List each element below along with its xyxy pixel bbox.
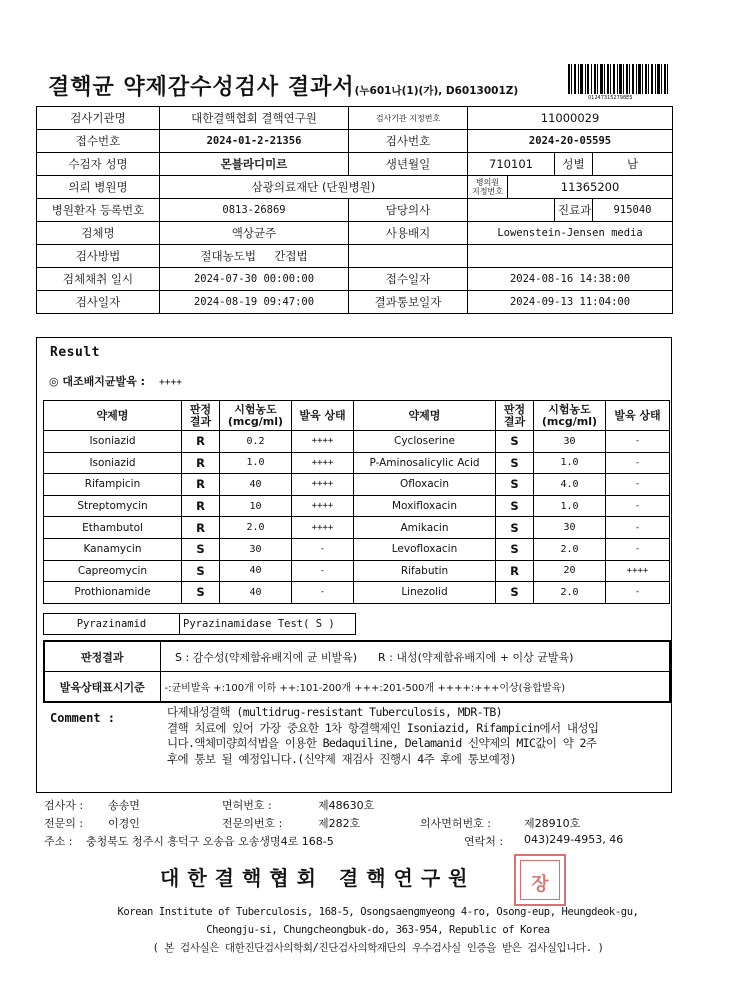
drug-concentration: 10 (220, 495, 292, 517)
label-test-date: 검사일자 (37, 291, 160, 314)
comment-line: 후에 통보 될 예정입니다.(신약제 재검사 진행시 4주 후에 통보예정) (167, 751, 517, 766)
drug-growth: - (292, 538, 354, 560)
specialist-no-label: 전문의번호 : (222, 817, 283, 830)
label-institution: 검사기관명 (37, 107, 160, 130)
drug-result: S (496, 431, 534, 453)
comment-line: 니다.액체미량희석법을 이용한 Bedaquiline, Delamanid 신약제의 MIC값이 약 2주 (167, 736, 597, 750)
drug-concentration: 2.0 (534, 538, 606, 560)
specialist-number: 제282호 (318, 817, 361, 830)
value-patient-reg-no: 0813-26869 (160, 199, 349, 222)
label-patient-reg-no: 병원환자 등록번호 (37, 199, 160, 222)
drug-concentration: 40 (220, 474, 292, 496)
pyrazinamide-table (43, 613, 356, 635)
info-row (37, 222, 673, 245)
method-indirect: 간접법 (274, 249, 308, 263)
drug-growth: - (606, 452, 670, 474)
label-patient-name: 수검자 성명 (37, 153, 160, 176)
institute-name: 대한결핵협회 결핵연구원 (160, 866, 476, 890)
specialist-label: 전문의 : (44, 817, 84, 830)
english-address-line-2: Cheongju-si, Chungcheongbuk-do, 363-954, Republic of Korea (206, 924, 550, 936)
seal-text: 장 (531, 874, 549, 895)
drug-table-body (44, 431, 670, 604)
value-test-date: 2024-08-19 09:47:00 (160, 291, 349, 314)
drug-name: Ethambutol (44, 517, 182, 539)
drug-name: P-Aminosalicylic Acid (354, 452, 496, 474)
value-birthdate: 710101 (468, 153, 555, 176)
comment-line: 결핵 치료에 있어 가장 중요한 1차 항결핵제인 Isoniazid, Rifampicin에서 내성입 (167, 720, 599, 735)
drug-concentration: 30 (534, 431, 606, 453)
drug-concentration: 30 (534, 517, 606, 539)
drug-result: S (496, 517, 534, 539)
header-growth: 발육 상태 (292, 401, 354, 431)
drug-concentration: 2.0 (220, 517, 292, 539)
label-test-no: 검사번호 (349, 130, 468, 153)
result-section (36, 337, 672, 793)
result-heading: Result (50, 345, 100, 360)
value-institution: 대한결핵협회 결핵연구원 (160, 107, 349, 130)
drug-growth: - (606, 474, 670, 496)
drug-concentration: 1.0 (534, 452, 606, 474)
drug-concentration: 2.0 (534, 582, 606, 604)
header-drug: 약제명 (44, 401, 182, 431)
info-row (37, 199, 673, 222)
drug-row (44, 560, 670, 582)
legend-row (44, 672, 670, 703)
drug-row (44, 495, 670, 517)
label-department: 진료과 (555, 199, 593, 222)
address-label: 주소 : (44, 835, 73, 848)
method-absolute: 절대농도법 (200, 249, 256, 263)
drug-name: Isoniazid (44, 431, 182, 453)
barcode-number: 012473152798E5 (588, 95, 633, 101)
drug-result: R (182, 431, 220, 453)
drug-name: Isoniazid (44, 452, 182, 474)
label-medium: 사용배지 (349, 222, 468, 245)
label-reception-no: 접수번호 (37, 130, 160, 153)
drug-growth: ++++ (292, 517, 354, 539)
drug-row (44, 474, 670, 496)
drug-name: Cycloserine (354, 431, 496, 453)
drug-result: S (496, 495, 534, 517)
drug-growth: - (606, 431, 670, 453)
drug-row (44, 538, 670, 560)
drug-result: S (496, 474, 534, 496)
info-row (37, 268, 673, 291)
license-label: 면허번호 : (222, 799, 272, 812)
drug-concentration: 20 (534, 560, 606, 582)
license-number: 제48630호 (318, 799, 375, 812)
drug-growth: - (606, 582, 670, 604)
document-title (48, 70, 518, 101)
drug-name: Capreomycin (44, 560, 182, 582)
tester-label: 검사자 : (44, 799, 84, 812)
label-collection-date: 검체채취 일시 (37, 268, 160, 291)
drug-name: Linezolid (354, 582, 496, 604)
drug-concentration: 1.0 (534, 495, 606, 517)
drug-name: Kanamycin (44, 538, 182, 560)
label-specimen: 검체명 (37, 222, 160, 245)
drug-name: Rifampicin (44, 474, 182, 496)
legend-judge-label: 판정결과 (44, 641, 160, 672)
legend-growth-label: 발육상태표시기준 (44, 672, 160, 703)
barcode-icon (568, 64, 668, 94)
drug-result: S (496, 582, 534, 604)
drug-row (44, 431, 670, 453)
drug-concentration: 40 (220, 582, 292, 604)
doctor-license-number: 제28910호 (524, 817, 581, 830)
drug-row (44, 517, 670, 539)
info-row (37, 130, 673, 153)
header-result: 판정 결과 (182, 401, 220, 431)
comment-label: Comment : (50, 711, 116, 725)
label-sex: 성별 (555, 153, 593, 176)
official-seal-icon (514, 854, 566, 906)
drug-name: Moxifloxacin (354, 495, 496, 517)
contact-label: 연락처 : (464, 835, 504, 848)
drug-growth: ++++ (292, 431, 354, 453)
value-doctor (468, 199, 555, 222)
drug-growth: ++++ (606, 560, 670, 582)
drug-result: R (182, 452, 220, 474)
value-patient-name: 몬블라디미르 (160, 153, 349, 176)
legend-table (43, 640, 671, 703)
info-table (36, 106, 673, 314)
label-hospital-no: 병의원 지정번호 (468, 176, 508, 199)
label-report-date: 결과통보일자 (349, 291, 468, 314)
info-row (37, 107, 673, 130)
empty-cell (468, 245, 673, 268)
drug-name: Amikacin (354, 517, 496, 539)
info-row (37, 291, 673, 314)
drug-concentration: 1.0 (220, 452, 292, 474)
value-sex: 남 (593, 153, 673, 176)
info-row (37, 245, 673, 268)
drug-growth: ++++ (292, 452, 354, 474)
tester-name: 송송면 (108, 799, 140, 812)
drug-result: S (182, 582, 220, 604)
label-hospital: 의뢰 병원명 (37, 176, 160, 199)
legend-row (44, 641, 670, 672)
label-doctor: 담당의사 (349, 199, 468, 222)
header-concentration: 시험농도 (mcg/ml) (220, 401, 292, 431)
drug-concentration: 40 (220, 560, 292, 582)
drug-result: S (496, 452, 534, 474)
drug-result: R (182, 474, 220, 496)
legend-judge-text (160, 641, 670, 672)
title-text: 결핵균 약제감수성검사 결과서 (48, 75, 355, 100)
info-row (37, 176, 673, 199)
drug-name: Levofloxacin (354, 538, 496, 560)
drug-growth: - (606, 517, 670, 539)
drug-row (44, 582, 670, 604)
address-text: 충청북도 청주시 흥덕구 오송읍 오송생명4로 168-5 (86, 835, 334, 848)
label-institution-no: 검사기관 지정번호 (349, 107, 468, 130)
drug-concentration: 0.2 (220, 431, 292, 453)
drug-result: S (496, 538, 534, 560)
drug-name: Ofloxacin (354, 474, 496, 496)
doctor-license-label: 의사면허번호 : (420, 817, 491, 830)
english-address-line-1: Korean Institute of Tuberculosis, 168-5, Osongsaengmyeong 4-ro, Osong-eup, Heungdeok-gu, (117, 906, 639, 918)
certification-note: ( 본 검사실은 대한진단검사의학회/진단검사의학재단의 우수검사실 인증을 받은 검사실입니다. ) (152, 942, 604, 954)
drug-growth: - (292, 560, 354, 582)
drug-growth: - (292, 582, 354, 604)
drug-result: S (182, 538, 220, 560)
drug-concentration: 30 (220, 538, 292, 560)
drug-name: Rifabutin (354, 560, 496, 582)
label-birthdate: 생년월일 (349, 153, 468, 176)
header-drug: 약제명 (354, 401, 496, 431)
value-test-no: 2024-20-05595 (468, 130, 673, 153)
drug-concentration: 4.0 (534, 474, 606, 496)
drug-table-header (44, 401, 670, 431)
value-collection-date: 2024-07-30 00:00:00 (160, 268, 349, 291)
drug-growth: - (606, 495, 670, 517)
value-hospital: 삼광의료재단 (단원병원) (160, 176, 468, 199)
header-concentration: 시험농도 (mcg/ml) (534, 401, 606, 431)
drug-name: Streptomycin (44, 495, 182, 517)
control-growth-label: ◎ 대조배지균발육 : (49, 375, 146, 388)
drug-growth: - (606, 538, 670, 560)
header-result: 판정 결과 (496, 401, 534, 431)
value-department: 915040 (593, 199, 673, 222)
header-growth: 발육 상태 (606, 401, 670, 431)
drug-growth: ++++ (292, 474, 354, 496)
legend-judge-s: S : 감수성(약제함유배지에 균 비발육) (175, 650, 358, 664)
legend-growth-text: -:균비발육 +:100개 이하 ++:101-200개 +++:201-500개 ++++:+++이상(융합발육) (160, 672, 670, 703)
value-method (160, 245, 349, 268)
value-institution-no: 11000029 (468, 107, 673, 130)
control-growth-value: ++++ (159, 377, 182, 388)
contact-number: 043)249-4953, 46 (524, 833, 624, 846)
drug-result: R (182, 517, 220, 539)
label-method: 검사방법 (37, 245, 160, 268)
form-code: (누601나(1)(가), D6013001Z) (354, 85, 519, 97)
drug-result: S (182, 560, 220, 582)
value-hospital-no: 11365200 (508, 176, 673, 199)
comment-line: 다제내성결핵 (multidrug-resistant Tuberculosis, MDR-TB) (167, 705, 502, 719)
drug-result: R (182, 495, 220, 517)
comment-text (167, 705, 667, 767)
value-report-date: 2024-09-13 11:04:00 (468, 291, 673, 314)
drug-result: R (496, 560, 534, 582)
control-growth (49, 373, 182, 389)
pyrazinamide-label: Pyrazinamid (44, 614, 180, 635)
legend-judge-r: R : 내성(약제함유배지에 + 이상 균발육) (378, 650, 574, 664)
value-specimen: 액상균주 (160, 222, 349, 245)
pyrazinamide-row (44, 614, 356, 635)
pyrazinamide-value: Pyrazinamidase Test( S ) (180, 614, 356, 635)
value-medium: Lowenstein-Jensen media (468, 222, 673, 245)
drug-table (43, 400, 670, 604)
value-reception-no: 2024-01-2-21356 (160, 130, 349, 153)
specialist-name: 이경인 (108, 817, 140, 830)
value-reception-date: 2024-08-16 14:38:00 (468, 268, 673, 291)
empty-cell (349, 245, 468, 268)
info-row (37, 153, 673, 176)
drug-name: Prothionamide (44, 582, 182, 604)
label-reception-date: 접수일자 (349, 268, 468, 291)
drug-growth: ++++ (292, 495, 354, 517)
drug-row (44, 452, 670, 474)
